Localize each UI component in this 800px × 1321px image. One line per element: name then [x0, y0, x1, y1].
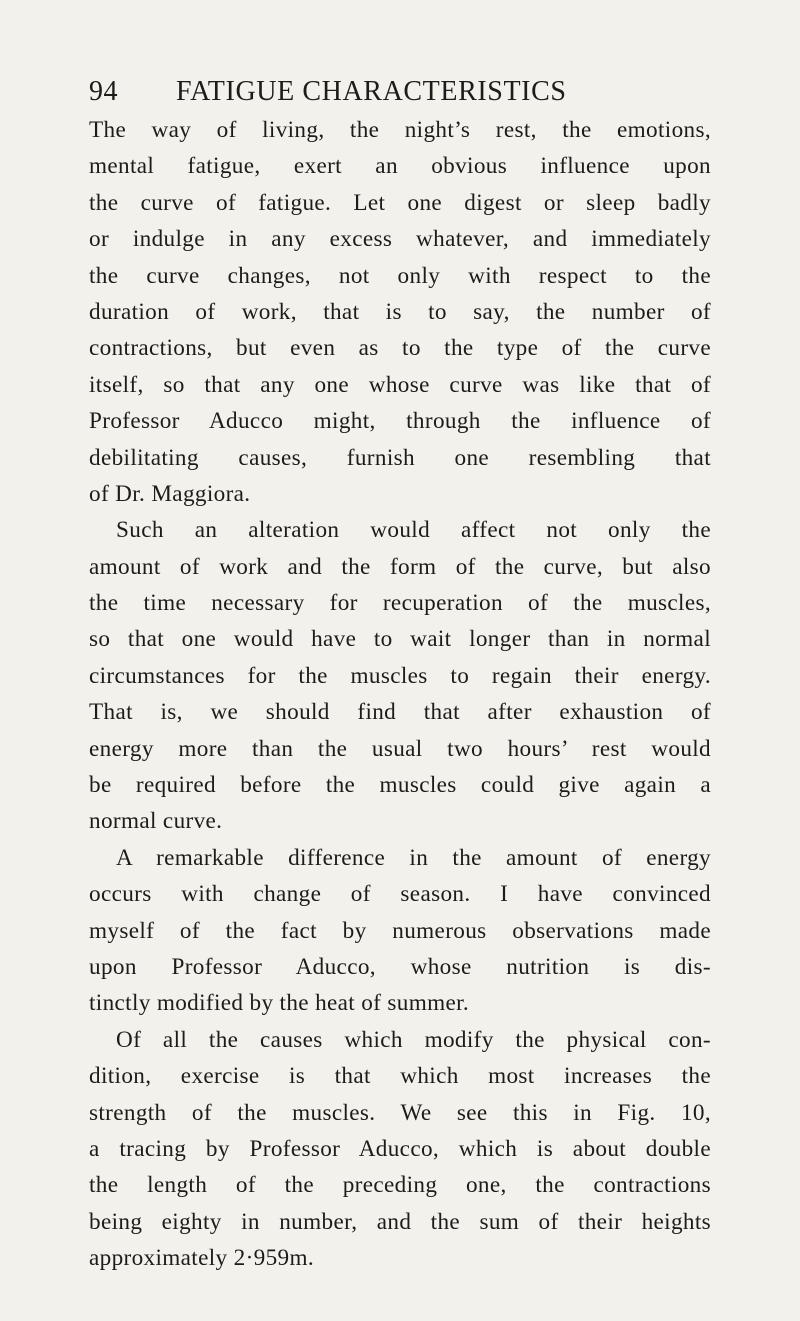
text-line: The way of living, the night’s rest, the emotions, [89, 117, 711, 143]
text-line: occurs with change of season. I have convinced [89, 881, 711, 908]
text-line: Such an alteration would affect not only the [116, 517, 711, 544]
text-line: being eighty in number, and the sum of their heights [89, 1208, 711, 1235]
page-number: 94 [89, 76, 118, 107]
text-line: amount of work and the form of the curve, but also [89, 553, 711, 580]
text-line: circumstances for the muscles to regain their energy. [89, 662, 711, 689]
text-line: A remarkable difference in the amount of energy [116, 844, 711, 871]
text-line: That is, we should find that after exhaustion of [89, 699, 711, 726]
text-line: strength of the muscles. We see this in Fig. 10, [89, 1099, 711, 1126]
text-line: dition, exercise is that which most increases the [89, 1063, 711, 1090]
page-header [89, 68, 729, 118]
text-line: normal curve. [89, 808, 223, 835]
running-title: FATIGUE CHARACTERISTICS [176, 76, 567, 107]
paragraph [89, 112, 711, 512]
text-line: the time necessary for recuperation of the muscles, [89, 590, 711, 617]
text-line: of Dr. Maggiora. [89, 480, 251, 507]
text-line: so that one would have to wait longer than in normal [89, 626, 711, 653]
text-line: approximately 2·959m. [89, 1245, 315, 1272]
paragraph [89, 1022, 711, 1277]
text-line: or indulge in any excess whatever, and immediately [89, 226, 711, 253]
text-line: the length of the preceding one, the contractions [89, 1172, 711, 1199]
text-line: Professor Aducco might, through the influence of [89, 408, 711, 435]
text-line: upon Professor Aducco, whose nutrition is dis- [89, 953, 711, 980]
paragraph [89, 512, 711, 840]
text-line: the curve changes, not only with respect to the [89, 262, 711, 289]
text-line: Of all the causes which modify the physical con- [116, 1026, 711, 1053]
text-line: tinctly modified by the heat of summer. [89, 990, 470, 1017]
text-line: energy more than the usual two hours’ rest would [89, 735, 711, 762]
text-line: contractions, but even as to the type of the curve [89, 335, 711, 362]
text-line: be required before the muscles could give again a [89, 772, 711, 799]
text-line: debilitating causes, furnish one resembling that [89, 444, 711, 471]
text-line: mental fatigue, exert an obvious influence upon [89, 153, 711, 180]
text-line: duration of work, that is to say, the number of [89, 298, 711, 325]
text-line: itself, so that any one whose curve was like that of [89, 371, 711, 398]
paragraph [89, 840, 711, 1022]
text-line: the curve of fatigue. Let one digest or sleep badly [89, 189, 711, 216]
text-line: myself of the fact by numerous observations made [89, 917, 711, 944]
text-line: a tracing by Professor Aducco, which is about double [89, 1135, 711, 1162]
body-text [89, 112, 711, 1277]
